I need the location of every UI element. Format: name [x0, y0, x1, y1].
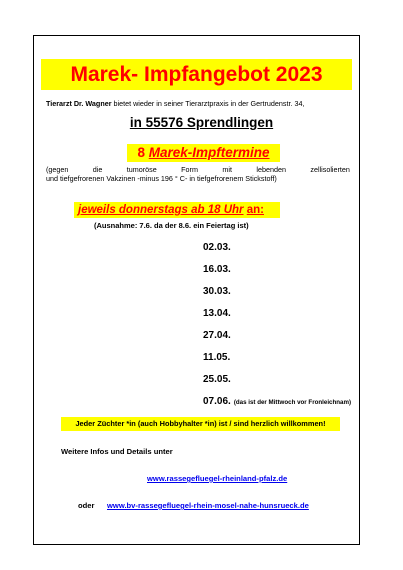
schedule-heading — [74, 202, 280, 218]
date-item: 11.05. — [203, 352, 231, 363]
date-item: 02.03. — [203, 242, 231, 253]
welcome-text: Jeder Züchter *in (auch Hobbyhalter *in) ist / sind herzlich willkommen! — [75, 419, 326, 428]
vet-name: Tierarzt Dr. Wagner — [46, 99, 112, 108]
description-word: lebenden — [256, 165, 286, 174]
schedule-exception-note: (Ausnahme: 7.6. da der 8.6. ein Feiertag ist) — [94, 221, 249, 230]
more-info-text: Weitere Infos und Details unter — [61, 447, 173, 456]
date-item-last — [203, 396, 351, 409]
schedule-when: jeweils donnerstags ab 18 Uhr — [78, 204, 244, 216]
date-value: 07.06. — [203, 396, 231, 407]
description-word: tumoröse — [126, 165, 157, 174]
intro-text — [46, 99, 304, 108]
title-highlight — [41, 59, 352, 90]
link-rassegefluegel-rlp[interactable]: www.rassegefluegel-rheinland-pfalz.de — [147, 474, 288, 483]
appointments-heading — [127, 144, 280, 162]
description-word: (gegen — [46, 165, 69, 174]
vaccine-description — [46, 165, 350, 183]
description-word: mit — [222, 165, 232, 174]
date-item: 16.03. — [203, 264, 231, 275]
date-item: 27.04. — [203, 330, 231, 341]
or-label: oder — [78, 501, 95, 510]
location-text: in 55576 Sprendlingen — [129, 115, 274, 130]
date-item: 25.05. — [203, 374, 231, 385]
description-word: Form — [181, 165, 198, 174]
description-line-2: und tiefgefrorenen Vakzinen -minus 196 ° C- in tiefgefrorenem Stickstoff) — [46, 174, 277, 183]
date-item: 13.04. — [203, 308, 231, 319]
intro-rest: bietet wieder in seiner Tierarztpraxis in der Gertrudenstr. 34, — [111, 99, 305, 108]
date-note: (das ist der Mittwoch vor Fronleichnam) — [233, 399, 352, 406]
flyer-title: Marek- Impfangebot 2023 — [70, 63, 323, 86]
appointments-label: Marek-Impftermine — [148, 145, 270, 160]
description-line-1 — [46, 165, 350, 174]
schedule-when-suffix: an: — [246, 204, 264, 216]
appointments-count: 8 — [137, 145, 145, 160]
date-item: 30.03. — [203, 286, 231, 297]
description-word: zellisolierten — [310, 165, 350, 174]
link-bv-rassegefluegel[interactable]: www.bv-rassegefluegel-rhein-mosel-nahe-hunsrueck.de — [107, 501, 309, 510]
flyer-border — [33, 35, 360, 545]
location — [0, 114, 403, 131]
description-word: die — [92, 165, 103, 174]
